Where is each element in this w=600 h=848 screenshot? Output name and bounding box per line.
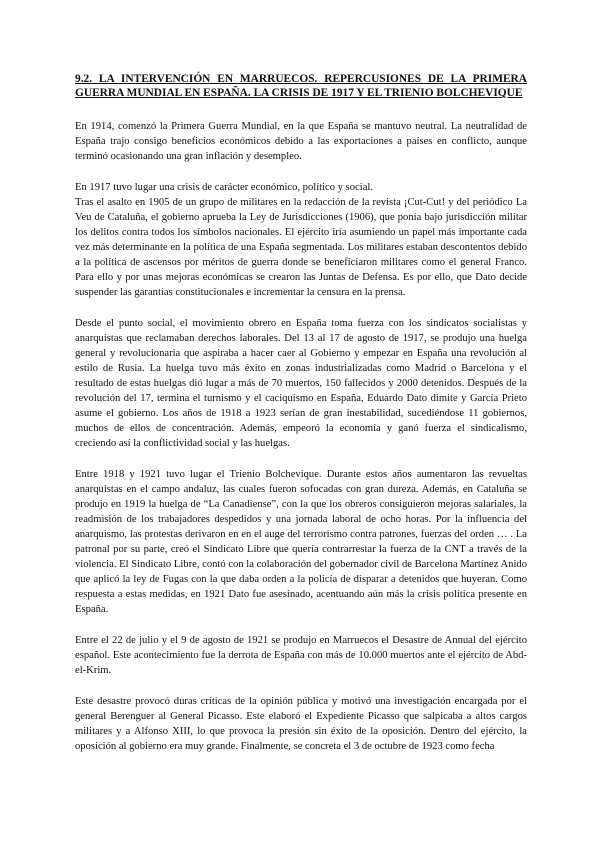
- paragraph-annual-disaster: Entre el 22 de julio y el 9 de agosto de 1921 se produjo en Marruecos el Desastre de Annual del ejército español. Este acontecimiento fue la derrota de España con más de 10.000 muertos ante el ejército de Abd-el-Krim.: [75, 635, 527, 676]
- paragraph-picasso-report: Este desastre provocó duras críticas de la opinión pública y motivó una investigación encargada por el general Berenguer al General Picasso. Este elaboró el Expediente Picasso que salpicaba a altos cargos militares y a Alfonso XIII, lo que provoca la presión sin éxito de la oposición. Dentro del ejército, la oposición al gobierno era muy grande. Finalmente, se concreta el 3 de octubre de 1923 como fecha: [75, 696, 527, 752]
- paragraph-ww1-neutrality: En 1914, comenzó la Primera Guerra Mundial, en la que España se mantuvo neutral. La neutralidad de España trajo consigo beneficios económicos debido a las exportaciones a países en conflicto, aunque terminó ocasionando una gran inflación y desempleo.: [75, 121, 527, 162]
- paragraph-trienio-bolchevique: Entre 1918 y 1921 tuvo lugar el Trienio Bolchevique. Durante estos años aumentaron las revueltas anarquistas en el campo andaluz, las cuales fueron sofocadas con gran dureza. Además, en Cataluña se produjo en 1919 la huelga de “La Canadiense”, con la que los obreros consiguieron mejoras salariales, la readmisión de los trabajadores despedidos y una jornada laboral de ocho horas. Por la influencia del anarquismo, las protestas derivaron en en el auge del terrorismo contra patrones, fuerzas del orden … . La patronal por su parte, creó el Sindicato Libre que quería contrarrestar la fuerza de la CNT a través de la violencia. El Sindicato Libre, contó con la colaboración del gobernador civil de Barcelona Martínez Anido que aplicó la ley de Fugas con la que daba orden a la policía de disparar a detenidos que huyeran. Como respuesta a estas medidas, en 1921 Dato fue asesinado, acentuando aún más la crisis política presente en España.: [75, 469, 527, 615]
- document-page: [75, 72, 527, 754]
- paragraph-military-juntas: Tras el asalto en 1905 de un grupo de militares en la redacción de la revista ¡Cut-Cut! y del periódico La Veu de Cataluña, el gobierno aprueba la Ley de Jurisdicciones (1906), que ponía bajo jurisdicción militar los delitos contra todos los símbolos nacionales. El ejército iría asumiendo un papel más importante cada vez más determinante en la política de una España segmentada. Los militares estaban descontentos debido a la política de ascensos por méritos de guerra donde se beneficiaron militares como el general Franco. Para ello y por unas mejoras económicas se crearon las Juntas de Defensa. Es por ello, que Dato decide suspender las garantías constitucionales e incrementar la censura en la prensa.: [75, 197, 527, 298]
- paragraph-1917-crisis-intro: En 1917 tuvo lugar una crisis de carácter económico, político y social.: [75, 182, 374, 193]
- paragraph-workers-movement: Desde el punto social, el movimiento obrero en España toma fuerza con los sindicatos socialistas y anarquistas que reclamaban derechos laborales. Del 13 al 17 de agosto de 1917, se produjo una huelga general y revolucionaria que aspiraba a hacer caer al Gobierno y empezar en España una revolución al estilo de Rusia. La huelga tuvo más éxito en zonas industrializadas como Madrid o Barcelona y el resultado de estas huelgas dió lugar a más de 70 muertos, 150 fallecidos y 2000 detenidos. Después de la revolución del 17, termina el turnismo y el caciquismo en España, Eduardo Dato dimite y García Prieto asume el gobierno. Los años de 1918 a 1923 serían de gran inestabilidad, sucediéndose 11 gobiernos, muchos de ellos de concentración. Además, empeoró la economía y ganó fuerza el sindicalismo, creciendo así la conflictividad social y las huelgas.: [75, 318, 527, 449]
- document-title: 9.2. LA INTERVENCIÓN EN MARRUECOS. REPERCUSIONES DE LA PRIMERA GUERRA MUNDIAL EN ESPAÑA. LA CRISIS DE 1917 Y EL TRIENIO BOLCHEVIQUE: [75, 73, 527, 99]
